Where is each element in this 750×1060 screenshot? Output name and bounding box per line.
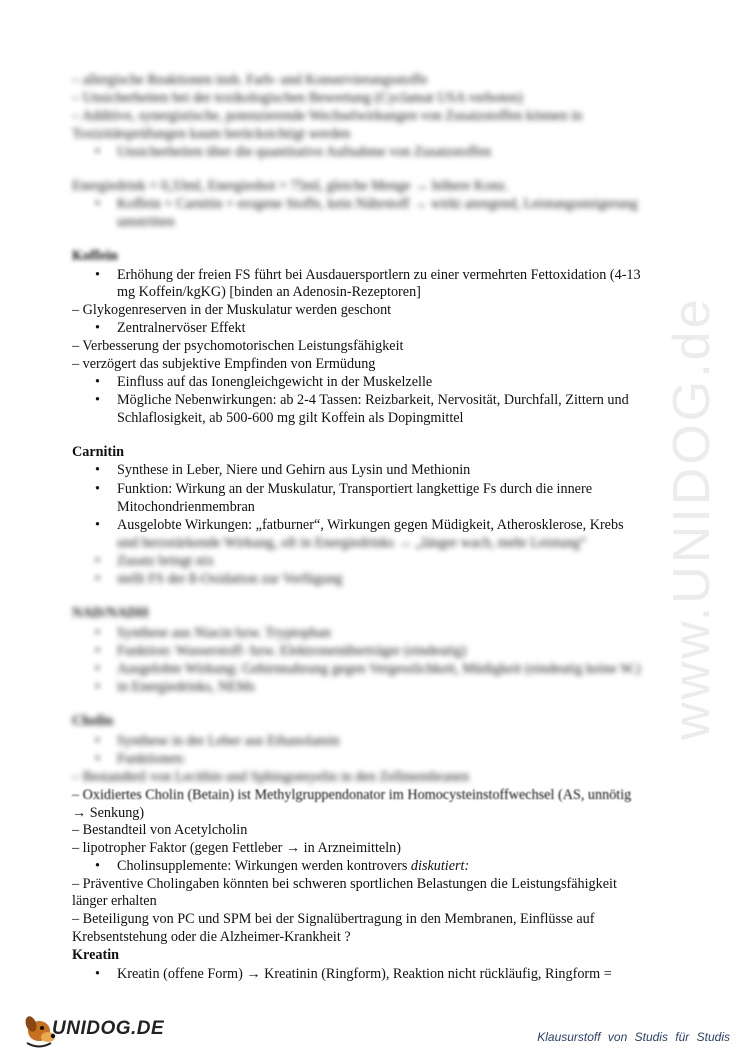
bullet-icon: •: [95, 661, 100, 677]
bullet-text: Unsicherheiten über die quantitative Aufnahme von Zusatzstoffen: [117, 144, 492, 160]
bullet-text: Funktion: Wirkung an der Muskulatur, Transportiert langkettige Fs durch die innere: [117, 481, 592, 497]
bullet-icon: •: [95, 858, 100, 874]
text-line: – Präventive Cholingaben könnten bei schweren sportlichen Belastungen die Leistungsfähigkeit: [72, 876, 617, 892]
bullet-text: [117, 858, 469, 875]
text-line: – Oxidiertes Cholin (Betain) ist Methylgruppendonator im Homocysteinstoffwechsel (AS, unnötig: [72, 787, 632, 803]
text-line: → Senkung): [72, 805, 145, 821]
section-heading: Carnitin: [72, 444, 125, 460]
text-line: Energiedrink = 0,33ml, Energieshot = 75ml, gleiche Menge → höhere Konz.: [72, 178, 509, 194]
bullet-text: in Energiedrinks, NEMs: [117, 679, 256, 695]
text-line: – Glykogenreserven in der Muskulatur werden geschont: [72, 302, 392, 318]
text-line: – Bestandteil von Lecithin und Sphingomyelin in den Zellmembranen: [72, 769, 470, 785]
text-line: Toxizitätsprüfungen kaum berücksichtigt werden: [72, 126, 351, 142]
text-line: – lipotropher Faktor (gegen Fettleber → in Arzneimitteln): [72, 840, 401, 856]
bullet-icon: •: [95, 196, 100, 212]
bullet-text: Synthese in Leber, Niere und Gehirn aus Lysin und Methionin: [117, 462, 471, 478]
text-line: – Additive, synergistische, potenzierende Wechselwirkungen von Zusatzstoffen können in: [72, 108, 583, 124]
bullet-text: Mitochondrienmembran: [117, 499, 255, 515]
bullet-text: umstritten: [117, 214, 175, 230]
section-heading: Cholin: [72, 713, 114, 729]
bullet-icon: •: [95, 966, 100, 982]
text-line: – Verbesserung der psychomotorischen Leistungsfähigkeit: [72, 338, 404, 354]
bullet-text: Kreatin (offene Form) → Kreatinin (Ringform), Reaktion nicht rückläufig, Ringform =: [117, 966, 612, 982]
text-line: – allergische Reaktionen insb. Farb- und Konservierungsstoffe: [72, 72, 428, 88]
bullet-text: mg Koffein/kgKG) [binden an Adenosin-Rezeptoren]: [117, 284, 421, 300]
text-line: – Beteiligung von PC und SPM bei der Signalübertragung in den Membranen, Einflüsse auf: [72, 911, 595, 927]
section-heading: Koffein: [72, 248, 118, 264]
bullet-text: Mögliche Nebenwirkungen: ab 2-4 Tassen: Reizbarkeit, Nervosität, Durchfall, Zittern und: [117, 392, 629, 408]
bullet-icon: •: [95, 481, 100, 497]
bullet-text: und herzstärkende Wirkung, oft in Energiedrinks → „länger wach, mehr Leistung“: [117, 535, 587, 551]
bullet-text-plain: Cholinsupplemente: Wirkungen werden kontrovers: [117, 858, 411, 874]
bullet-text: Schlaflosigkeit, ab 500-600 mg gilt Koffein als Dopingmittel: [117, 410, 464, 426]
bullet-icon: •: [95, 374, 100, 390]
bullet-text: Funktionen:: [117, 751, 186, 767]
bullet-icon: •: [95, 462, 100, 478]
bullet-icon: •: [95, 267, 100, 283]
bullet-text: stellt FS der ß-Oxidation zur Verfügung: [117, 571, 343, 587]
bullet-text: Zusatz bringt nix: [117, 553, 214, 569]
bullet-icon: •: [95, 571, 100, 587]
bullet-icon: •: [95, 320, 100, 336]
bullet-text: Synthese in der Leber aus Ethanolamin: [117, 733, 340, 749]
bullet-text: Ausgelobte Wirkungen: „fatburner“, Wirkungen gegen Müdigkeit, Atherosklerose, Krebs: [117, 517, 624, 533]
bullet-icon: •: [95, 517, 100, 533]
bullet-icon: •: [95, 392, 100, 408]
bullet-text: Zentralnervöser Effekt: [117, 320, 246, 336]
bullet-icon: •: [95, 643, 100, 659]
bullet-text: Erhöhung der freien FS führt bei Ausdauersportlern zu einer vermehrten Fettoxidation (4-13: [117, 267, 641, 283]
text-line: Krebsentstehung oder die Alzheimer-Krankheit ?: [72, 929, 351, 945]
footer-tagline: Klausurstoff von Studis für Studis: [537, 1030, 730, 1044]
bullet-text: Koffein + Carnitin + erogene Stoffe, kein Nährstoff → wirkt anregend, Leistungssteigerung: [117, 196, 638, 212]
bullet-icon: •: [95, 679, 100, 695]
bullet-icon: •: [95, 144, 100, 160]
watermark: www.UNIDOG.de: [663, 296, 721, 740]
bullet-text-italic: diskutiert:: [410, 858, 470, 874]
section-heading: Kreatin: [72, 947, 120, 963]
text-line: länger erhalten: [72, 893, 157, 909]
bullet-icon: •: [95, 733, 100, 749]
text-line: – Bestandteil von Acetylcholin: [72, 822, 248, 838]
bullet-text: Funktion: Wasserstoff- bzw. Elektronenüberträger (eindeutig): [117, 643, 467, 659]
bullet-icon: •: [95, 751, 100, 767]
section-heading: NAD/NADH: [72, 605, 149, 621]
bullet-icon: •: [95, 553, 100, 569]
bullet-text: Synthese aus Niacin bzw. Tryptophan: [117, 625, 331, 641]
bullet-icon: •: [95, 625, 100, 641]
bullet-text: Ausgelobte Wirkung: Gehirnnahrung gegen Vergesslichkeit, Müdigkeit (eindeutig keine W.): [117, 661, 641, 677]
logo-text: UNIDOG.DE: [52, 1018, 165, 1039]
text-line: – Unsicherheiten bei der toxikologischen Bewertung (Cyclamat USA verboten): [72, 90, 523, 106]
bullet-text: Einfluss auf das Ionengleichgewicht in der Muskelzelle: [117, 374, 433, 390]
text-line: – verzögert das subjektive Empfinden von Ermüdung: [72, 356, 376, 372]
